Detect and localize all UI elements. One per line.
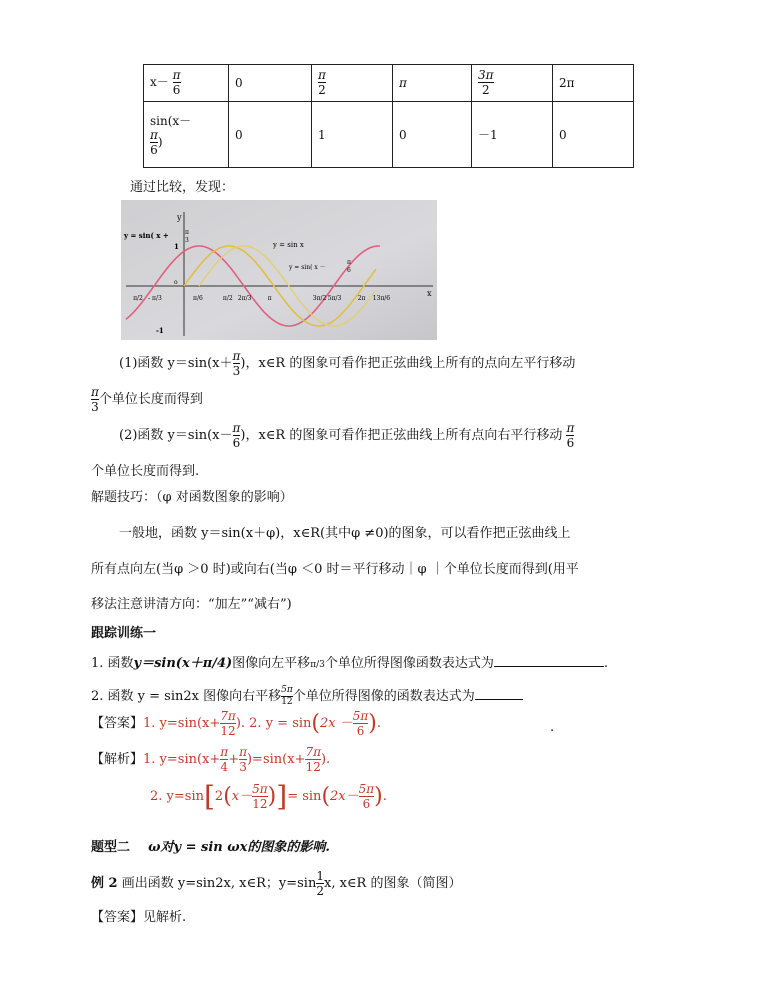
right-curve-label: y = sin( x － bbox=[289, 264, 326, 271]
x-axis-label: x bbox=[427, 289, 432, 298]
question-1: 1. 函数y＝sin(x＋π/4)图像向左平移π/3个单位所得图像函数表达式为 . bbox=[91, 656, 609, 671]
table-cell: 0 bbox=[393, 102, 472, 168]
tick-label: 2π/3 bbox=[237, 295, 252, 302]
practice-title: 跟踪训练一 bbox=[91, 626, 157, 641]
table-cell: 0 bbox=[229, 102, 312, 168]
general-line-1: 一般地，函数 y＝sin(x＋φ)，x∈R(其中φ ≠0)的图象，可以看作把正弦曲线上 bbox=[119, 526, 571, 541]
paragraph-1: (1)函数 y＝sin(x＋ $\frac{\pi}{3}$ )，x∈R 的图象可看作把正弦曲线上所有的点向左平行移动 bbox=[119, 349, 576, 378]
value-table bbox=[143, 64, 634, 168]
paragraph-2-cont: 个单位长度而得到. bbox=[91, 464, 200, 479]
table-header-sin: sin(x－ $\frac{\pi}{6}$ ) bbox=[144, 102, 229, 168]
table-cell: π bbox=[393, 65, 472, 102]
svg-text:o: o bbox=[174, 279, 178, 286]
table-header-x: x－ $\frac{\pi}{6}$ bbox=[144, 65, 229, 102]
answer-2: 【答案】见解析. bbox=[91, 910, 187, 925]
svg-text:6: 6 bbox=[347, 267, 351, 274]
svg-text:3: 3 bbox=[185, 237, 189, 244]
table-cell: 2π bbox=[553, 65, 634, 102]
svg-text:1: 1 bbox=[174, 242, 179, 251]
tick-label: 3π/2 bbox=[312, 295, 327, 302]
sin-curve-label: y = sin x bbox=[273, 241, 304, 249]
tick-label: π bbox=[267, 295, 272, 302]
tips-heading: 解题技巧：（φ 对函数图象的影响） bbox=[91, 490, 293, 505]
example-2: 例 2 画出函数 y=sin2x, x∈R；y=sin $\frac{1}{2}$ x, x∈R 的图象（简图） bbox=[91, 869, 462, 898]
table-cell: －1 bbox=[472, 102, 553, 168]
analysis-line-2: 2. y=sin[2(x－ $\frac{5\pi}{12}$ )]= sin(2x－ $\frac{5\pi}{6}$ ). bbox=[150, 780, 387, 813]
tick-label: 2π bbox=[357, 295, 366, 302]
paragraph-2: (2)函数 y＝sin(x－ $\frac{\pi}{6}$ )，x∈R 的图象可看作把正弦曲线上所有点向右平行移动 $\frac{\pi}{6}$ bbox=[119, 421, 575, 450]
left-curve-label: y = sin( x + bbox=[124, 231, 169, 240]
general-line-3: 移法注意讲清方向：“加左”“减右”) bbox=[91, 597, 292, 612]
svg-text:π: π bbox=[185, 229, 189, 236]
tick-label: 13π/6 bbox=[372, 295, 391, 302]
tick-label: π/2 bbox=[222, 295, 233, 302]
type2-heading: 题型二 ω对y = sin ωx的图象的影响. bbox=[91, 840, 330, 855]
answer-line: 【答案】1. y=sin(x+ $\frac{7\pi}{12}$ ). 2. y = sin(2x － $\frac{5\pi}{6}$ ). bbox=[91, 709, 382, 738]
compare-text: 通过比较，发现： bbox=[130, 180, 235, 195]
table-cell: $\frac{\pi}{2}$ bbox=[312, 65, 393, 102]
tick-label: π/2 bbox=[133, 295, 143, 302]
y-axis-label: y bbox=[177, 213, 182, 222]
general-line-2: 所有点向左(当φ ＞0 时)或向右(当φ ＜0 时＝平行移动｜φ ｜个单位长度而得到(用平 bbox=[91, 562, 579, 577]
analysis-line-1: 【解析】1. y=sin(x+ $\frac{\pi}{4}$ + $\frac{\pi}{3}$ )=sin(x+ $\frac{7\pi}{12}$ ). bbox=[91, 745, 331, 774]
table-cell: 1 bbox=[312, 102, 393, 168]
tick-label: π/6 bbox=[193, 295, 203, 302]
table-cell: 0 bbox=[229, 65, 312, 102]
question-2: 2. 函数 y = sin2x 图像向右平移 $\frac{5\pi}{12}$ 个单位所得图像的函数表达式为 bbox=[91, 685, 523, 707]
table-cell: 0 bbox=[553, 102, 634, 168]
tick-label: - π/3 bbox=[148, 295, 162, 302]
tick-label: 5π/3 bbox=[327, 295, 342, 302]
paragraph-1-cont: $\frac{\pi}{3}$ 个单位长度而得到 bbox=[91, 385, 203, 414]
sine-shift-graph-photo bbox=[121, 200, 437, 340]
svg-text:π: π bbox=[347, 259, 351, 266]
svg-text:-1: -1 bbox=[156, 326, 164, 335]
table-cell: $\frac{3\pi}{2}$ bbox=[472, 65, 553, 102]
